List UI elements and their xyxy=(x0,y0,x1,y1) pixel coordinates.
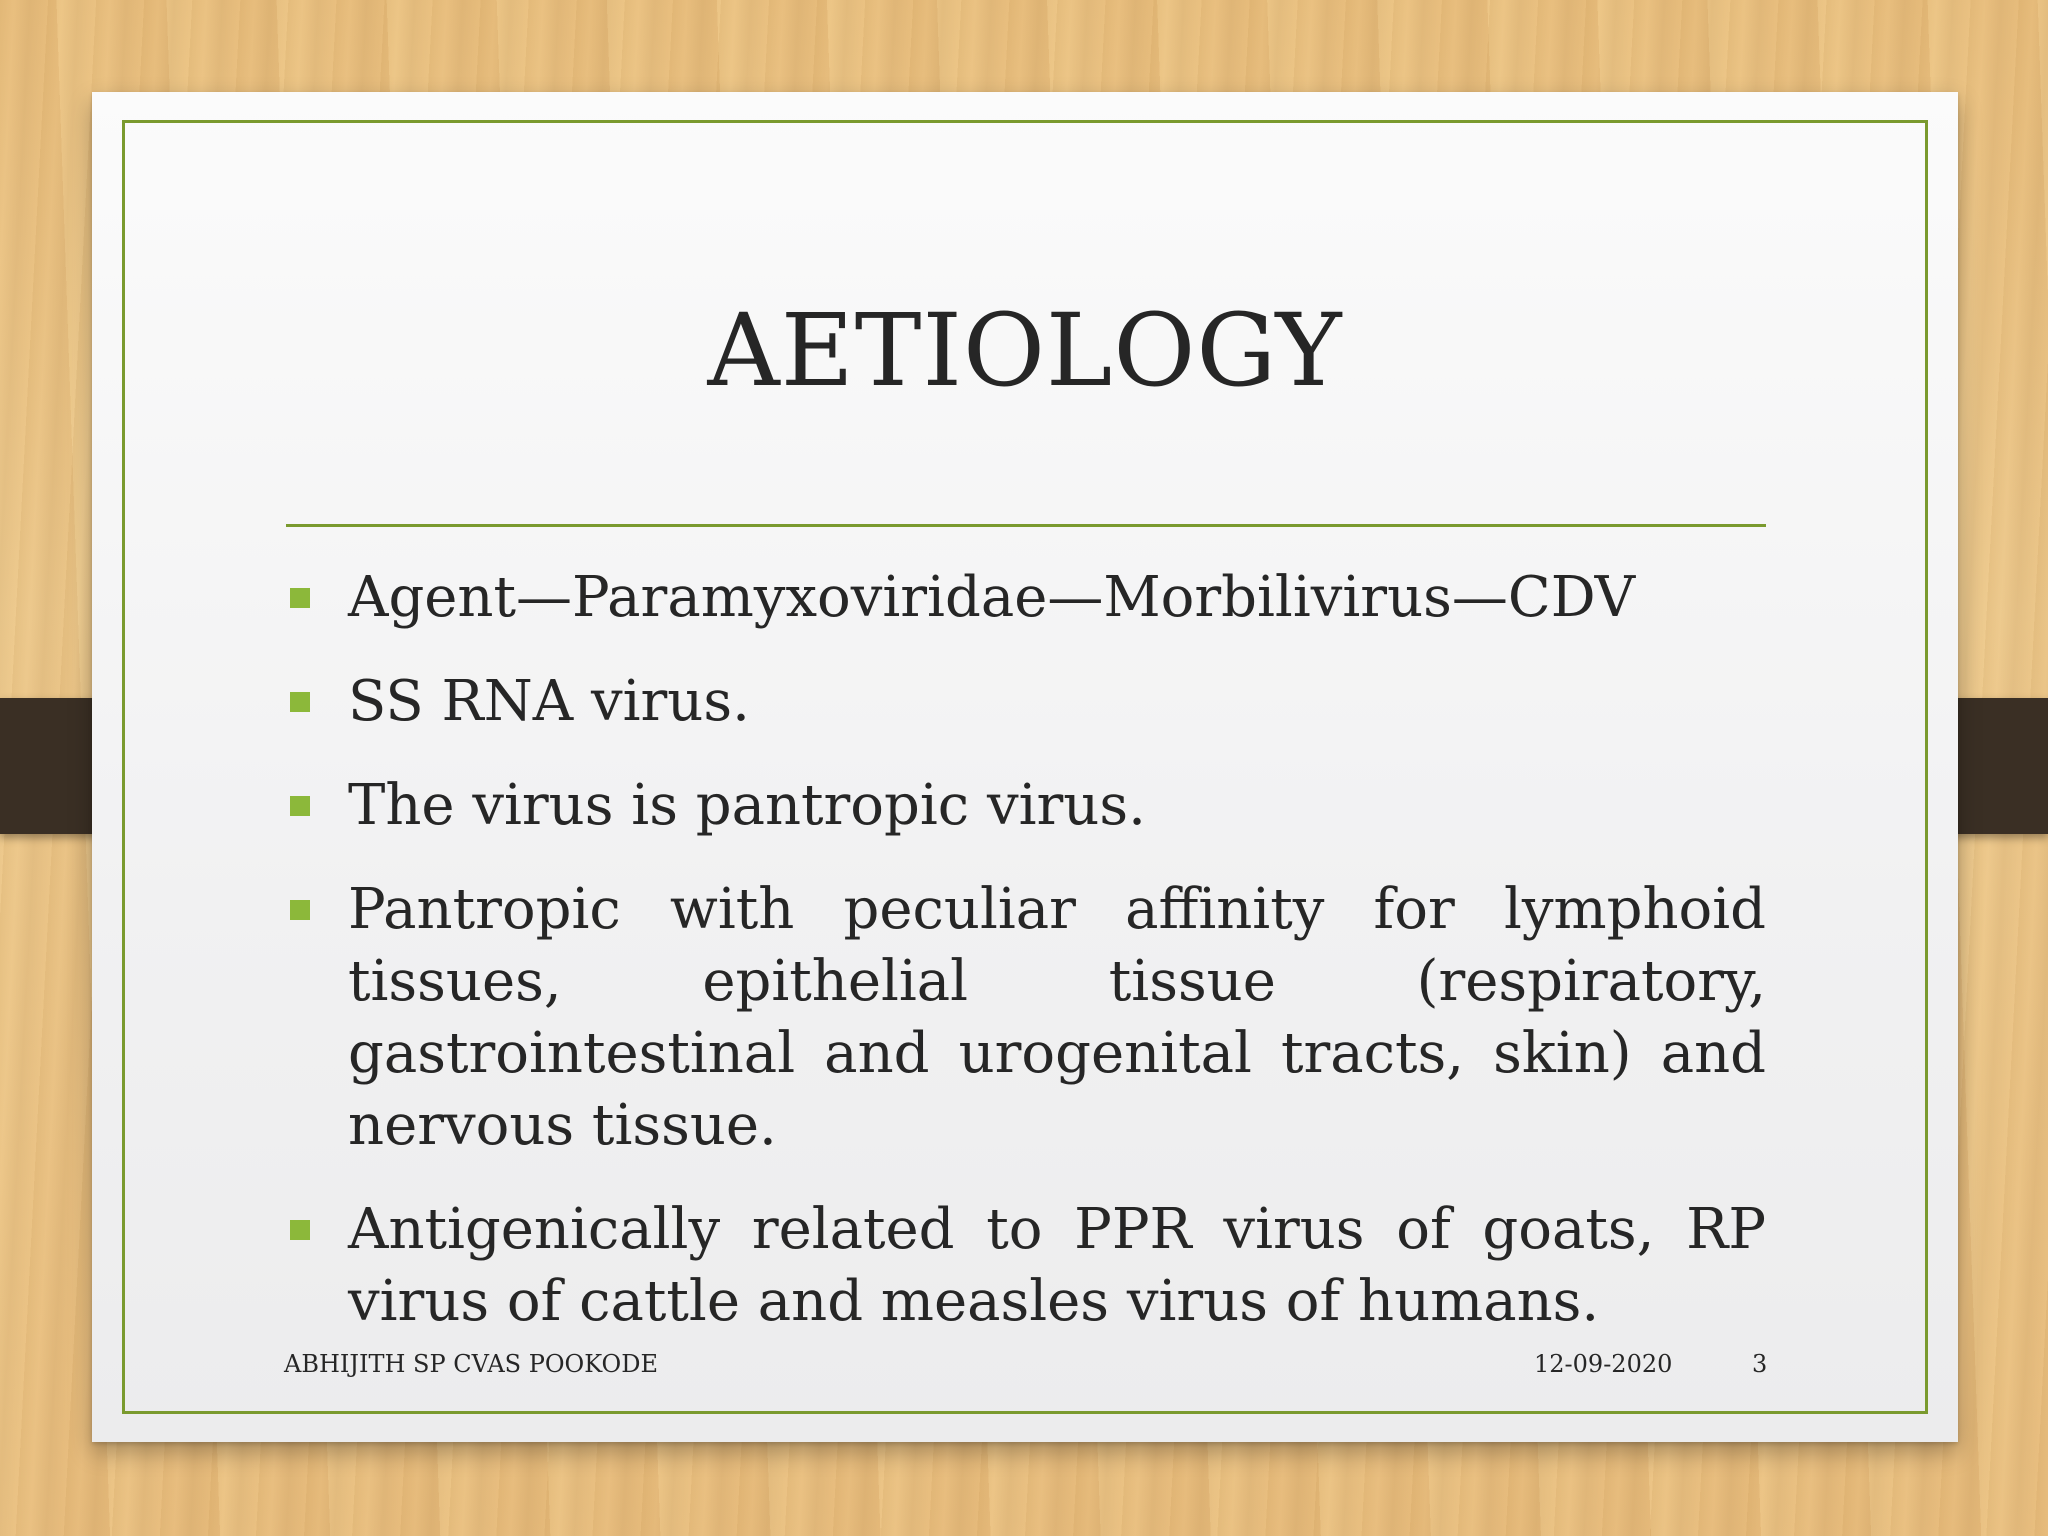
square-bullet-icon xyxy=(290,588,310,608)
square-bullet-icon xyxy=(290,900,310,920)
bullet-item-2 xyxy=(286,666,1766,738)
page-number: 3 xyxy=(1752,1350,1768,1378)
bullet-item-1 xyxy=(286,562,1766,634)
bullet-item-3 xyxy=(286,770,1766,842)
bullet-item-5 xyxy=(286,1194,1766,1338)
bullet-item-4 xyxy=(286,874,1766,1162)
title-divider xyxy=(286,524,1766,527)
bullet-text: Agent—Paramyxoviridae—Morbilivirus—CDV xyxy=(348,565,1636,630)
footer-date: 12-09-2020 xyxy=(1534,1350,1673,1378)
bullet-text: The virus is pantropic virus. xyxy=(348,773,1146,838)
footer-author: ABHIJITH SP CVAS POOKODE xyxy=(284,1350,658,1378)
slide-title: AETIOLOGY xyxy=(707,292,1343,409)
bullet-text: Pantropic with peculiar affinity for lymphoid tissues, epithelial tissue (respiratory, gastrointestinal and urogenital tracts, skin) and nervous tissue. xyxy=(348,877,1766,1158)
square-bullet-icon xyxy=(290,796,310,816)
square-bullet-icon xyxy=(290,1220,310,1240)
square-bullet-icon xyxy=(290,692,310,712)
slide xyxy=(92,92,1958,1442)
bullet-text: Antigenically related to PPR virus of goats, RP virus of cattle and measles virus of humans. xyxy=(348,1197,1766,1334)
bullet-list xyxy=(286,562,1766,1370)
bullet-text: SS RNA virus. xyxy=(348,669,750,734)
